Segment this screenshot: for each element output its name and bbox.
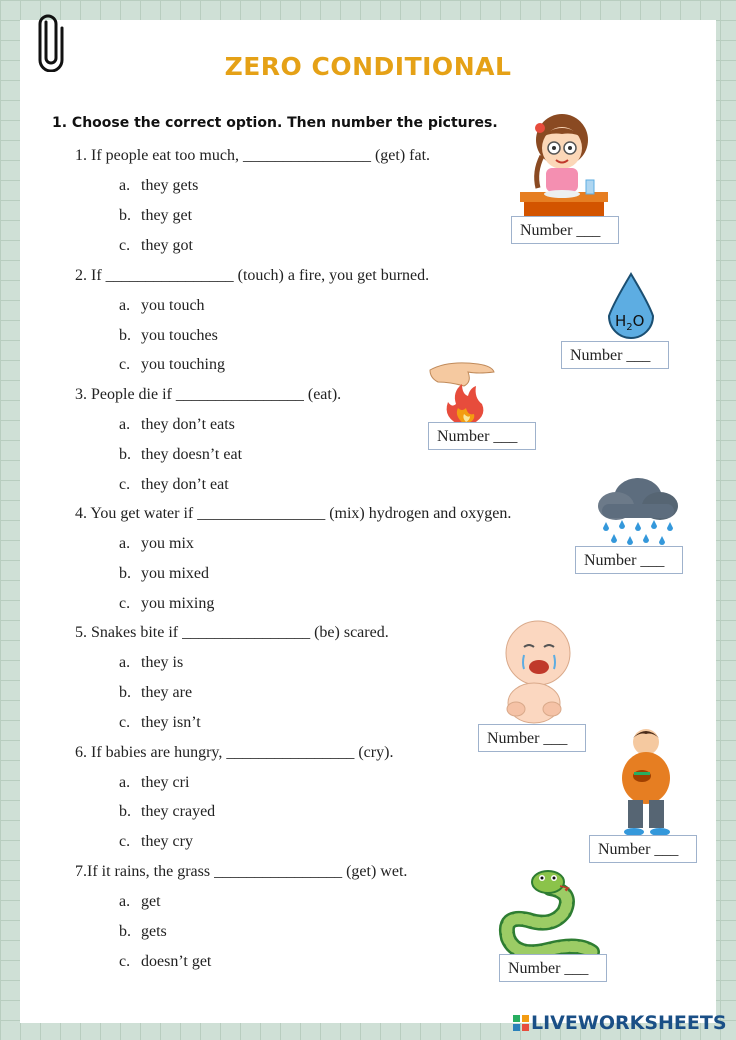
q6-option-c[interactable]: c. they cry: [119, 833, 193, 850]
q4-option-c[interactable]: c. you mixing: [119, 595, 215, 612]
question-6: 6. If babies are hungry, ________________ (cry).: [75, 744, 394, 761]
picture-2-number-field[interactable]: Number ___: [561, 341, 669, 369]
q1-option-c[interactable]: c. they got: [119, 237, 193, 254]
question-1: 1. If people eat too much, ________________ (get) fat.: [75, 147, 431, 164]
girl-eating-icon: [516, 110, 612, 220]
liveworksheets-logo-icon: [513, 1015, 529, 1031]
q2-option-a[interactable]: a. you touch: [119, 297, 205, 314]
rain-cloud-icon: [594, 470, 682, 552]
liveworksheets-logo: LIVEWORKSHEETS: [513, 1012, 727, 1034]
q7-option-c[interactable]: c. doesn’t get: [119, 953, 212, 970]
q3-option-b[interactable]: b. they doesn’t eat: [119, 446, 243, 463]
page-title: ZERO CONDITIONAL: [224, 52, 512, 81]
picture-6-number-field[interactable]: Number ___: [589, 835, 697, 863]
hand-fire-icon: [428, 358, 498, 428]
q3-option-a[interactable]: a. they don’t eats: [119, 416, 235, 433]
picture-5-number-field[interactable]: Number ___: [478, 724, 586, 752]
question-7: 7.If it rains, the grass ________________ (get) wet.: [75, 863, 408, 880]
q1-option-a[interactable]: a. they gets: [119, 177, 199, 194]
q4-option-a[interactable]: a. you mix: [119, 535, 194, 552]
question-2: 2. If ________________ (touch) a fire, you get burned.: [75, 267, 430, 284]
picture-4-number-field[interactable]: Number ___: [575, 546, 683, 574]
question-4: 4. You get water if ________________ (mix) hydrogen and oxygen.: [75, 505, 512, 522]
picture-7-number-field[interactable]: Number ___: [499, 954, 607, 982]
picture-1-number-field[interactable]: Number ___: [511, 216, 619, 244]
snake-icon: [498, 868, 602, 960]
q6-option-b[interactable]: b. they crayed: [119, 803, 216, 820]
q2-option-b[interactable]: b. you touches: [119, 327, 218, 344]
q5-option-b[interactable]: b. they are: [119, 684, 193, 701]
svg-text:H2O: $H_2O$: [615, 312, 645, 333]
q6-option-a[interactable]: a. they cri: [119, 774, 190, 791]
q2-option-c[interactable]: c. you touching: [119, 356, 225, 373]
q7-option-b[interactable]: b. gets: [119, 923, 167, 940]
q3-option-c[interactable]: c. they don’t eat: [119, 476, 229, 493]
question-3: 3. People die if ________________ (eat).: [75, 386, 342, 403]
question-5: 5. Snakes bite if ________________ (be) scared.: [75, 624, 389, 641]
picture-3-number-field[interactable]: Number ___: [428, 422, 536, 450]
instruction: 1. Choose the correct option. Then number the pictures.: [52, 115, 498, 131]
crying-baby-icon: [494, 615, 576, 725]
q1-option-b[interactable]: b. they get: [119, 207, 193, 224]
q7-option-a[interactable]: a. get: [119, 893, 161, 910]
q4-option-b[interactable]: b. you mixed: [119, 565, 209, 582]
q5-option-c[interactable]: c. they isn’t: [119, 714, 201, 731]
fat-man-icon: [612, 726, 682, 838]
q5-option-a[interactable]: a. they is: [119, 654, 184, 671]
water-drop-icon: [603, 272, 659, 342]
